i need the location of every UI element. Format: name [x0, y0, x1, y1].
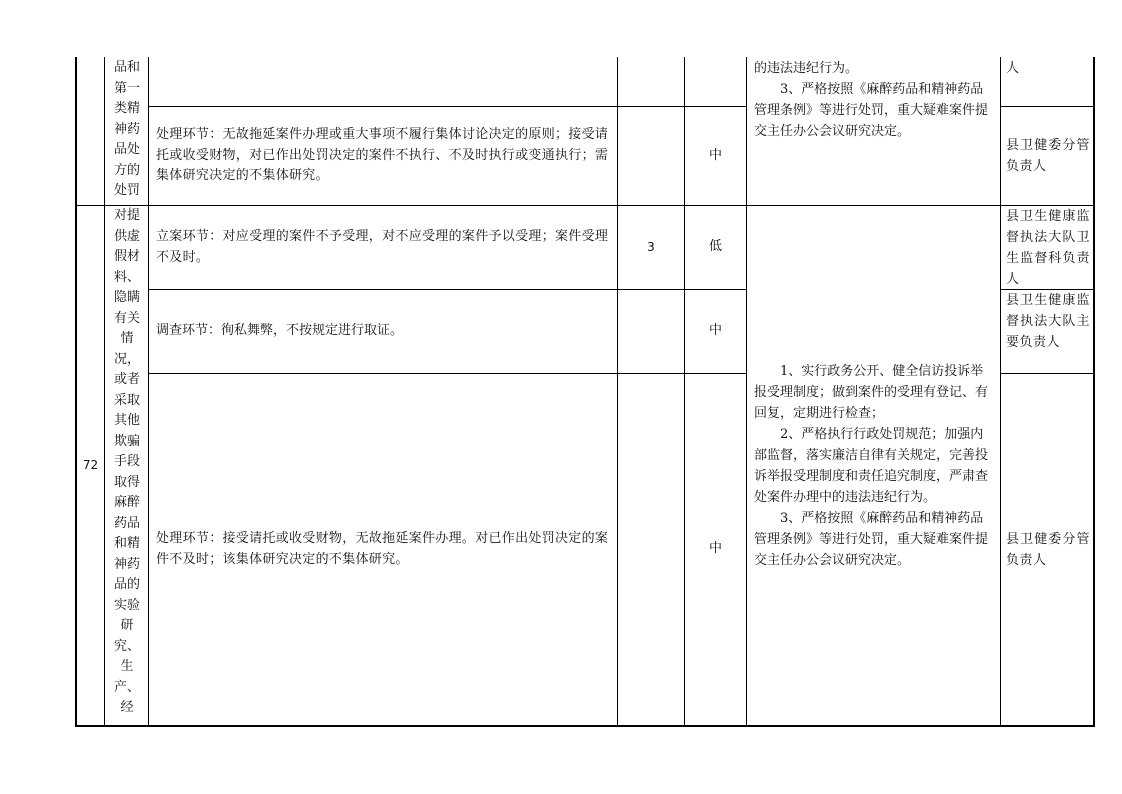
- risk-point-text: 立案环节：对应受理的案件不予受理，对不应受理的案件予以受理；案件受理不及时。: [156, 229, 609, 265]
- risk-point-text: 调查环节：徇私舞弊，不按规定进行取证。: [156, 323, 404, 339]
- risk-level-cell: [685, 107, 746, 205]
- column-divider: [104, 57, 105, 726]
- responsible-text: 人: [1006, 61, 1020, 76]
- column-divider: [746, 57, 747, 726]
- table-border-bottom: [75, 725, 1095, 727]
- risk-level-cell: [685, 206, 746, 289]
- risk-level-cell: [685, 290, 746, 373]
- column-divider: [148, 57, 149, 726]
- risk-point-text: 处理环节：无故拖延案件办理或重大事项不履行集体讨论决定的原则；接受请托或收受财物，对已作出处罚决定的案件不执行、不及时执行或变通执行；需集体研究决定的不集体研究。: [156, 127, 609, 184]
- row-number-cell: [77, 206, 104, 725]
- risk-level-text: 中: [708, 147, 722, 163]
- risk-point-cell: [150, 206, 616, 289]
- item-name-text: 品和第一类精神药品处方的处罚: [114, 60, 141, 198]
- measure-text: 1、实行政务公开、健全信访投诉举报受理制度；做到案件的受理有登记、有回复，定期进行检查；: [754, 363, 989, 421]
- risk-level-text: 低: [708, 239, 722, 255]
- responsible-text: 县卫健委分管负责人: [1006, 138, 1090, 174]
- row-number: 72: [82, 458, 99, 473]
- measure-text: 3、严格按照《麻醉药品和精神药品管理条例》等进行处罚，重大疑难案件提交主任办公会议研究决定。: [754, 510, 989, 568]
- responsible-text: 县卫健委分管负责人: [1006, 531, 1090, 568]
- measure-text: 3、严格按照《麻醉药品和精神药品管理条例》等进行处罚，重大疑难案件提交主任办公会议研究决定。: [754, 82, 989, 139]
- responsible-cell: [1006, 374, 1090, 725]
- risk-count-cell: [618, 206, 684, 289]
- responsible-cell: [1006, 58, 1090, 79]
- risk-count: 3: [647, 240, 655, 255]
- responsible-cell: [1006, 107, 1090, 205]
- risk-level-cell: [685, 374, 746, 725]
- column-divider: [617, 57, 618, 726]
- risk-point-text: 处理环节：接受请托或收受财物，无故拖延案件办理。对已作出处罚决定的案件不及时；该集体研究决定的不集体研究。: [156, 531, 609, 567]
- prevention-measures-cell: [748, 206, 1000, 725]
- column-divider: [1000, 57, 1001, 726]
- measure-text: 的违法违纪行为。: [754, 61, 859, 76]
- responsible-text: 县卫生健康监督执法大队卫生监督科负责人: [1006, 209, 1090, 287]
- prevention-measures-cell: [748, 58, 1000, 142]
- responsible-cell: [1006, 206, 1090, 289]
- item-name-cell: [110, 206, 144, 725]
- risk-point-cell: [150, 107, 616, 205]
- item-name-cell: [110, 58, 144, 204]
- measures-block: [754, 361, 994, 571]
- risk-level-text: 中: [708, 541, 722, 557]
- table-border-right: [1093, 57, 1095, 726]
- risk-level-text: 中: [708, 323, 722, 339]
- item-name-text: 对提供虚假材料、隐瞒有关情况，或者采取其他欺骗手段取得麻醉药品和精神药品的实验研究、生产、经: [114, 208, 141, 715]
- risk-point-cell: [150, 374, 616, 725]
- measure-text: 2、严格执行行政处罚规范；加强内部监督，落实廉洁自律有关规定，完善投诉举报受理制度和责任追究制度，严肃查处案件办理中的违法违纪行为。: [754, 426, 989, 505]
- responsible-cell: [1006, 290, 1090, 373]
- responsible-text: 县卫生健康监督执法大队主要负责人: [1006, 293, 1090, 350]
- risk-point-cell: [150, 290, 616, 373]
